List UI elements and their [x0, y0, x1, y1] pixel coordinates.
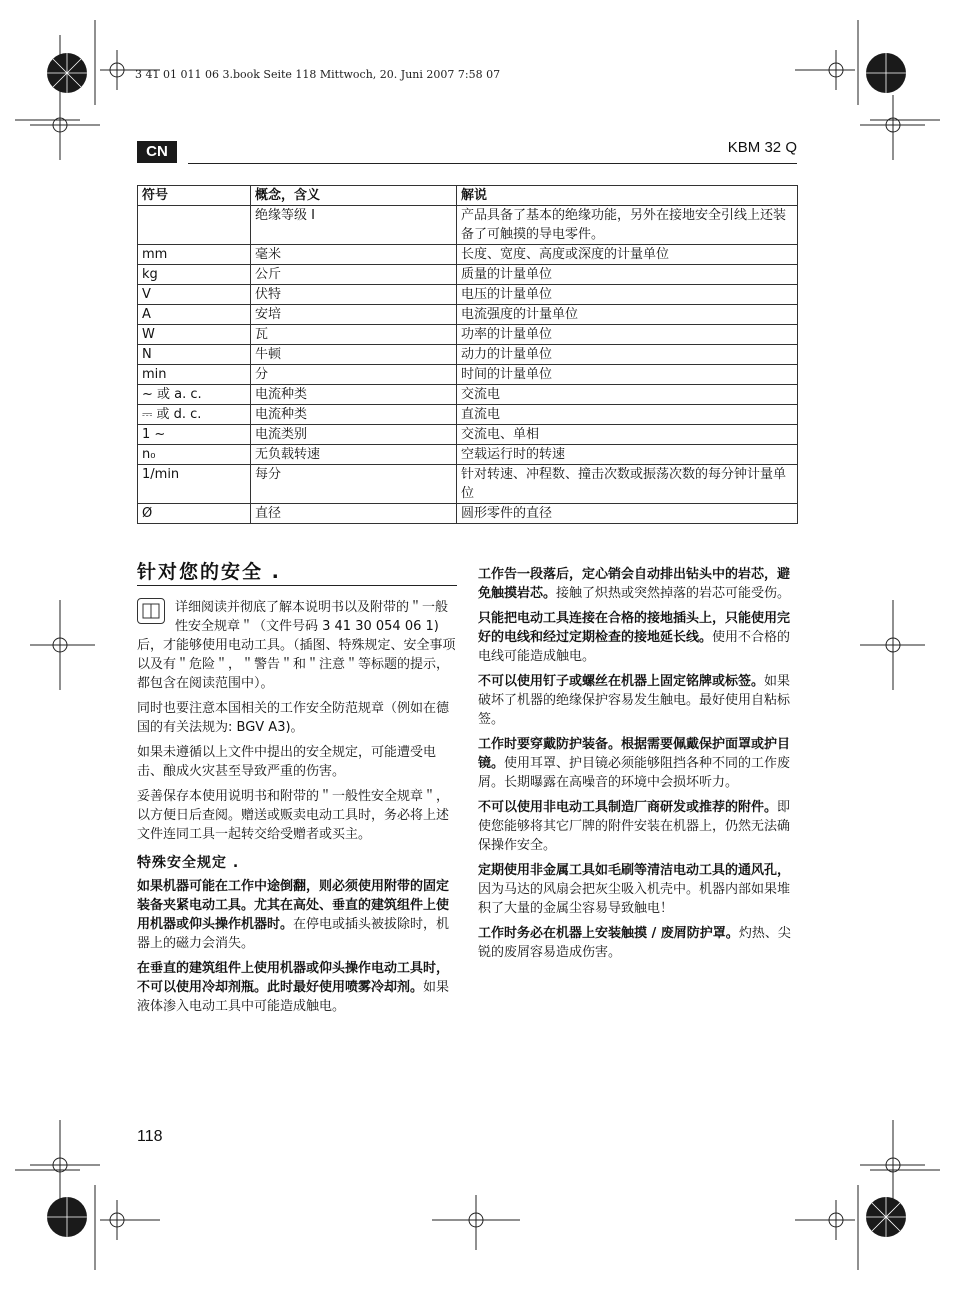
safety-rule-text: 灼热、尖锐的废屑容易造成伤害。	[478, 926, 791, 960]
safety-rule	[137, 959, 457, 1016]
concept-cell: 无负载转速	[251, 445, 457, 465]
table-row	[138, 445, 798, 465]
table-header-cell: 概念，含义	[251, 186, 457, 206]
safety-rule	[478, 798, 798, 855]
safety-rule-bold: 工作时务必在机器上安装触摸 / 废屑防护罩。	[478, 926, 739, 941]
concept-cell: 直径	[251, 504, 457, 524]
safety-rule	[137, 877, 457, 953]
model-name: KBM 32 Q	[727, 139, 797, 156]
safety-rule-text: 即使您能够将其它厂牌的附件安装在机器上，仍然无法确保操作安全。	[478, 800, 791, 853]
safety-rule-bold: 不可以使用钉子或螺丝在机器上固定铭牌或标签。	[478, 674, 765, 689]
section-title: 针对您的安全 .	[137, 563, 457, 586]
table-row	[138, 206, 798, 245]
safety-rule-text: 在停电或插头被拔除时，机器上的磁力会消失。	[137, 917, 450, 951]
page-number: 118	[137, 1128, 163, 1145]
symbol-cell: N	[138, 345, 251, 365]
book-file-header: 3 41 01 011 06 3.book Seite 118 Mittwoch, 20. Juni 2007 7:58 07	[135, 68, 501, 81]
explanation-cell: 空载运行时的转速	[457, 445, 798, 465]
table-header-cell: 符号	[138, 186, 251, 206]
book-icon	[137, 598, 165, 624]
symbol-cell: A	[138, 305, 251, 325]
concept-cell: 电流种类	[251, 385, 457, 405]
safety-rule-bold: 定期使用非金属工具如毛刷等清洁电动工具的通风孔，	[478, 863, 791, 878]
table-row	[138, 365, 798, 385]
concept-cell: 电流种类	[251, 405, 457, 425]
symbol-cell: ⎓ 或 d. c.	[138, 405, 251, 425]
table-row	[138, 325, 798, 345]
concept-cell: 牛顿	[251, 345, 457, 365]
safety-rule	[478, 609, 798, 666]
paragraph: 妥善保存本使用说明书和附带的＂一般性安全规章＂，以方便日后查阅。赠送或贩卖电动工具时，务必将上述文件连同工具一起转交给受赠者或买主。	[137, 789, 450, 842]
table-row	[138, 305, 798, 325]
explanation-cell: 电压的计量单位	[457, 285, 798, 305]
concept-cell: 公斤	[251, 265, 457, 285]
symbol-cell: 1/min	[138, 465, 251, 504]
right-column	[478, 565, 798, 968]
table-header-cell: 解说	[457, 186, 798, 206]
table-body	[138, 206, 798, 524]
symbol-cell: mm	[138, 245, 251, 265]
symbol-cell: 1 ~	[138, 425, 251, 445]
explanation-cell: 电流强度的计量单位	[457, 305, 798, 325]
safety-rule-text: 如果破坏了机器的绝缘保护容易发生触电。最好使用自粘标签。	[478, 674, 791, 727]
safety-rule-text: 如果液体渗入电动工具中可能造成触电。	[137, 980, 450, 1014]
table-row	[138, 405, 798, 425]
explanation-cell: 直流电	[457, 405, 798, 425]
safety-rule	[478, 735, 798, 792]
safety-rule-text: 接触了炽热或突然掉落的岩芯可能受伤。	[556, 586, 791, 601]
table-row	[138, 385, 798, 405]
intro-text: 详细阅读并彻底了解本说明书以及附带的＂一般性安全规章＂（文件号码 3 41 30 054 06 1) 后，才能够使用电动工具。（插图、特殊规定、安全事项以及有＂危险＂，＂警告＂和＂注意＂等标题的提示，都包含在阅读范围中）。	[137, 600, 456, 691]
concept-cell: 分	[251, 365, 457, 385]
table-row	[138, 504, 798, 524]
safety-rule-text: 因为马达的风扇会把灰尘吸入机壳中。机器内部如果堆积了大量的金属尘容易导致触电！	[478, 882, 791, 916]
symbol-cell: kg	[138, 265, 251, 285]
safety-rule-bold: 不可以使用非电动工具制造厂商研发或推荐的附件。	[478, 800, 778, 815]
concept-cell: 安培	[251, 305, 457, 325]
symbol-cell: V	[138, 285, 251, 305]
explanation-cell: 圆形零件的直径	[457, 504, 798, 524]
symbol-cell: ~ 或 a. c.	[138, 385, 251, 405]
intro-paragraph	[137, 598, 457, 693]
table-row	[138, 285, 798, 305]
explanation-cell: 功率的计量单位	[457, 325, 798, 345]
safety-rule	[478, 861, 798, 918]
safety-rule-text: 使用耳罩、护目镜必须能够阻挡各种不同的工作废屑。长期曝露在高噪音的环境中会损坏听力。	[478, 756, 791, 790]
safety-rule-bold: 工作告一段落后，定心销会自动排出钻头中的岩芯，避免触摸岩芯。	[478, 567, 791, 601]
safety-rule	[478, 672, 798, 729]
explanation-cell: 动力的计量单位	[457, 345, 798, 365]
subsection-title: 特殊安全规定 .	[137, 855, 240, 871]
explanation-cell: 交流电	[457, 385, 798, 405]
symbol-cell	[138, 206, 251, 245]
language-badge: CN	[137, 141, 177, 163]
explanation-cell: 针对转速、冲程数、撞击次数或振荡次数的每分钟计量单位	[457, 465, 798, 504]
symbol-cell: n₀	[138, 445, 251, 465]
safety-rule	[478, 565, 798, 603]
table-row	[138, 245, 798, 265]
concept-cell: 毫米	[251, 245, 457, 265]
concept-cell: 电流类别	[251, 425, 457, 445]
safety-rule	[478, 924, 798, 962]
table-header-row	[138, 186, 798, 206]
concept-cell: 伏特	[251, 285, 457, 305]
explanation-cell: 质量的计量单位	[457, 265, 798, 285]
explanation-cell: 交流电、单相	[457, 425, 798, 445]
safety-rule-bold: 如果机器可能在工作中途倒翻，则必须使用附带的固定装备夹紧电动工具。尤其在高处、垂直的建筑组件上使用机器或仰头操作机器时。	[137, 879, 450, 932]
explanation-cell: 产品具备了基本的绝缘功能，另外在接地安全引线上还装备了可触摸的导电零件。	[457, 206, 798, 245]
table-row	[138, 265, 798, 285]
table-row	[138, 345, 798, 365]
paragraph: 如果未遵循以上文件中提出的安全规定，可能遭受电击、酿成火灾甚至导致严重的伤害。	[137, 745, 437, 779]
concept-cell: 每分	[251, 465, 457, 504]
explanation-cell: 时间的计量单位	[457, 365, 798, 385]
concept-cell: 瓦	[251, 325, 457, 345]
symbol-cell: W	[138, 325, 251, 345]
explanation-cell: 长度、宽度、高度或深度的计量单位	[457, 245, 798, 265]
paragraph: 同时也要注意本国相关的工作安全防范规章（例如在德国的有关法规为: BGV A3)。	[137, 701, 450, 735]
safety-rule-bold: 只能把电动工具连接在合格的接地插头上，只能使用完好的电线和经过定期检查的接地延长线。	[478, 611, 791, 645]
safety-rule-bold: 工作时要穿戴防护装备。根据需要佩戴保护面罩或护目镜。	[478, 737, 791, 771]
concept-cell: 绝缘等级 I	[251, 206, 457, 245]
symbol-table	[137, 185, 798, 524]
safety-rule-text: 使用不合格的电线可能造成触电。	[478, 630, 791, 664]
symbol-cell: min	[138, 365, 251, 385]
table-row	[138, 425, 798, 445]
left-column	[137, 563, 457, 1022]
safety-rule-bold: 在垂直的建筑组件上使用机器或仰头操作电动工具时，不可以使用冷却剂瓶。此时最好使用喷雾冷却剂。	[137, 961, 450, 995]
symbol-cell: Ø	[138, 504, 251, 524]
header-rule	[188, 163, 797, 164]
table-row	[138, 465, 798, 504]
